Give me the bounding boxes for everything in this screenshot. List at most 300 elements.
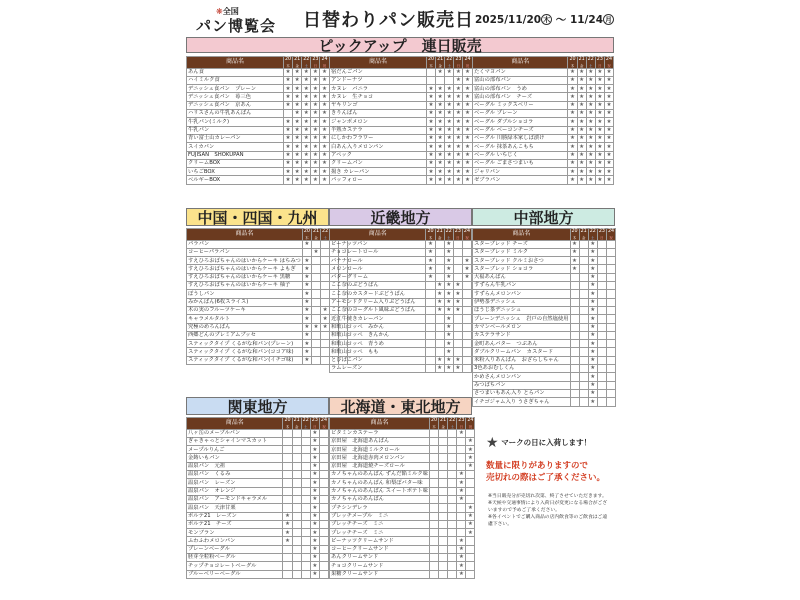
availability-star — [319, 520, 328, 528]
table-row — [330, 512, 475, 520]
availability-star — [311, 265, 320, 273]
availability-star — [292, 437, 301, 445]
availability-star: ★ — [588, 381, 597, 389]
availability-star: ★ — [302, 176, 311, 184]
table-row — [473, 356, 616, 364]
product-name: ジャリパン — [473, 168, 568, 176]
availability-star — [448, 512, 457, 520]
availability-star: ★ — [463, 143, 472, 151]
product-name: 米粉入りあんぱん おざらしちゃん — [473, 356, 571, 364]
availability-star — [457, 462, 466, 470]
availability-star — [462, 306, 471, 314]
availability-star — [319, 537, 328, 545]
table-row — [473, 68, 614, 76]
table-row — [330, 348, 472, 356]
product-name: ラムレーズン — [330, 365, 426, 373]
column-header-name: 商品名 — [473, 57, 568, 69]
table-row — [187, 248, 348, 256]
availability-star — [429, 479, 438, 487]
availability-star — [597, 265, 606, 273]
availability-star — [579, 248, 588, 256]
product-name: ブルーベリーベーグル — [187, 570, 283, 578]
table-row — [187, 512, 329, 520]
product-name: デニッシュ食パン 京あん — [187, 101, 284, 109]
availability-star — [311, 331, 320, 339]
availability-star: ★ — [302, 323, 311, 331]
availability-star — [311, 257, 320, 265]
table-row — [330, 265, 472, 273]
column-header-day: 20 木 — [430, 418, 438, 429]
availability-star: ★ — [283, 529, 292, 537]
availability-star: ★ — [311, 93, 320, 101]
availability-star: ★ — [577, 168, 586, 176]
section-title: 北海道・東北地方 — [329, 397, 472, 415]
product-name: スイカパン — [187, 143, 284, 151]
availability-star — [319, 562, 328, 570]
table-row — [187, 168, 330, 176]
availability-star: ★ — [466, 504, 475, 512]
column-header-day: 24 祝 — [320, 418, 327, 429]
availability-star — [579, 340, 588, 348]
availability-star: ★ — [570, 240, 579, 248]
availability-star — [453, 340, 462, 348]
product-name: アーモンドクリーム入りぶどうぱん — [330, 298, 426, 306]
column-header-day: 22 土 — [589, 229, 596, 240]
availability-star — [462, 340, 471, 348]
product-name: 温泉パン 天津甘栗 — [187, 504, 283, 512]
availability-star: ★ — [302, 85, 311, 93]
availability-star — [319, 454, 328, 462]
availability-star: ★ — [444, 365, 453, 373]
availability-star: ★ — [435, 298, 444, 306]
availability-star: ★ — [435, 290, 444, 298]
availability-star — [579, 315, 588, 323]
availability-star — [311, 340, 320, 348]
availability-star: ★ — [595, 126, 604, 134]
availability-star: ★ — [604, 126, 613, 134]
availability-star — [462, 315, 471, 323]
availability-star — [429, 429, 438, 437]
table-row — [187, 273, 348, 281]
availability-star: ★ — [604, 110, 613, 118]
product-name: 温泉パン アーモンドキャラメル — [187, 495, 283, 503]
table-row — [187, 570, 329, 578]
product-name: ベーグル いちじく — [473, 151, 568, 159]
availability-star: ★ — [284, 143, 293, 151]
table-row — [187, 76, 330, 84]
availability-star: ★ — [284, 101, 293, 109]
availability-star — [319, 529, 328, 537]
product-name: 和歌山コッペ 青うめ — [330, 340, 426, 348]
table-row — [330, 290, 472, 298]
table-row — [187, 68, 330, 76]
table-row — [330, 159, 473, 167]
availability-star: ★ — [311, 118, 320, 126]
table-row — [473, 85, 614, 93]
availability-star: ★ — [445, 68, 454, 76]
availability-star — [448, 454, 457, 462]
availability-star: ★ — [444, 331, 453, 339]
availability-star — [570, 331, 579, 339]
availability-star — [453, 257, 462, 265]
product-name: バナナロール — [330, 257, 426, 265]
availability-star — [319, 437, 328, 445]
availability-star: ★ — [457, 570, 466, 578]
availability-star — [448, 520, 457, 528]
availability-star — [301, 512, 310, 520]
table-row — [330, 273, 472, 281]
availability-star: ★ — [436, 159, 445, 167]
availability-star: ★ — [310, 446, 319, 454]
availability-star — [453, 315, 462, 323]
availability-star — [429, 487, 438, 495]
availability-star — [597, 323, 606, 331]
availability-star: ★ — [454, 159, 463, 167]
availability-star: ★ — [586, 143, 595, 151]
product-name: ここ奈のカスタードぶどうぱん — [330, 290, 426, 298]
availability-star: ★ — [311, 126, 320, 134]
availability-star: ★ — [462, 257, 471, 265]
availability-star — [597, 348, 606, 356]
availability-star: ★ — [293, 93, 302, 101]
product-name: さつまいもあん入り とらパン — [473, 389, 571, 397]
availability-star — [606, 323, 615, 331]
availability-star — [579, 389, 588, 397]
availability-star: ★ — [588, 306, 597, 314]
availability-star — [301, 479, 310, 487]
availability-star — [579, 265, 588, 273]
availability-star: ★ — [320, 143, 329, 151]
table-row — [473, 365, 616, 373]
product-name: チップチョコレートベーグル — [187, 562, 283, 570]
availability-star — [570, 398, 579, 406]
availability-star: ★ — [604, 93, 613, 101]
availability-star: ★ — [577, 159, 586, 167]
column-header-day: 24 祝 — [467, 418, 474, 429]
product-name: ポルテ21 チーズ — [187, 520, 283, 528]
availability-star — [597, 248, 606, 256]
availability-star: ★ — [463, 159, 472, 167]
section-hokkaido-tohoku — [329, 397, 472, 597]
product-name: あん食 — [187, 68, 284, 76]
availability-star — [311, 290, 320, 298]
product-name: 半熟カステラ — [330, 126, 427, 134]
availability-star: ★ — [302, 93, 311, 101]
availability-star — [579, 240, 588, 248]
table-row — [473, 315, 616, 323]
availability-star: ★ — [586, 76, 595, 84]
product-name: メープルりんご — [187, 446, 283, 454]
product-name: ゼブラパン — [473, 176, 568, 184]
availability-star: ★ — [320, 85, 329, 93]
availability-star: ★ — [302, 315, 311, 323]
product-name: スターブレッド ショコラ — [473, 265, 571, 273]
availability-star — [570, 290, 579, 298]
product-name: ベーグル 抹茶あんこもち — [473, 143, 568, 151]
section-chugoku-shikoku-kyushu — [186, 208, 329, 384]
availability-star — [439, 520, 448, 528]
product-name: スターブレッド チーズ — [473, 240, 571, 248]
product-name: スティックタイプ くるがな和パン(イチゴ味) — [187, 356, 303, 364]
table-row — [330, 143, 473, 151]
column-header-name: 商品名 — [187, 418, 283, 430]
availability-star: ★ — [588, 315, 597, 323]
table-row — [330, 554, 475, 562]
availability-star — [606, 273, 615, 281]
availability-star — [283, 554, 292, 562]
product-table — [329, 417, 475, 579]
availability-star: ★ — [444, 306, 453, 314]
availability-star: ★ — [284, 168, 293, 176]
table-row — [187, 315, 348, 323]
availability-star: ★ — [568, 85, 577, 93]
product-table — [329, 56, 473, 185]
availability-star — [319, 512, 328, 520]
availability-star — [606, 240, 615, 248]
table-row — [187, 348, 348, 356]
availability-star: ★ — [568, 93, 577, 101]
table-row — [330, 298, 472, 306]
availability-star: ★ — [293, 126, 302, 134]
availability-star — [453, 323, 462, 331]
table-row — [187, 134, 330, 142]
availability-star: ★ — [604, 85, 613, 93]
availability-star: ★ — [284, 68, 293, 76]
table-row — [187, 479, 329, 487]
availability-star — [283, 446, 292, 454]
date-range: 2025/11/20 木 〜 11/24 月 — [475, 14, 612, 26]
availability-star: ★ — [427, 118, 436, 126]
availability-star: ★ — [311, 134, 320, 142]
availability-star: ★ — [436, 110, 445, 118]
availability-star — [292, 554, 301, 562]
availability-star: ★ — [604, 176, 613, 184]
product-name: チョコレートロール — [330, 248, 426, 256]
availability-star: ★ — [311, 85, 320, 93]
availability-star — [429, 495, 438, 503]
product-name: 京田屋 北海道ミルクロール — [330, 446, 430, 454]
availability-star — [429, 471, 438, 479]
availability-star: ★ — [586, 134, 595, 142]
table-row — [187, 554, 329, 562]
availability-star: ★ — [466, 520, 475, 528]
availability-star — [426, 356, 435, 364]
availability-star — [453, 265, 462, 273]
availability-star: ★ — [320, 68, 329, 76]
availability-star: ★ — [588, 273, 597, 281]
availability-star — [606, 290, 615, 298]
availability-star: ★ — [457, 537, 466, 545]
availability-star — [311, 306, 320, 314]
availability-star: ★ — [310, 487, 319, 495]
availability-star — [606, 282, 615, 290]
availability-star: ★ — [463, 118, 472, 126]
availability-star: ★ — [310, 454, 319, 462]
availability-star — [292, 454, 301, 462]
availability-star: ★ — [604, 159, 613, 167]
availability-star — [292, 429, 301, 437]
availability-star — [301, 504, 310, 512]
availability-star: ★ — [435, 282, 444, 290]
product-name: 和歌山コッペ みかん — [330, 323, 426, 331]
availability-star — [579, 290, 588, 298]
availability-star — [292, 545, 301, 553]
availability-star: ★ — [568, 118, 577, 126]
availability-star — [597, 340, 606, 348]
table-row — [187, 93, 330, 101]
availability-star: ★ — [595, 85, 604, 93]
product-name: ベーグル 川勝緑本家しば漬け — [473, 134, 568, 142]
table-row — [473, 282, 616, 290]
availability-star — [301, 562, 310, 570]
availability-star: ★ — [604, 118, 613, 126]
notes — [488, 493, 608, 528]
availability-star: ★ — [302, 257, 311, 265]
table-row — [187, 454, 329, 462]
availability-star: ★ — [588, 323, 597, 331]
product-name: ハリスさんの牛乳あんぱん — [187, 110, 284, 118]
availability-star: ★ — [586, 176, 595, 184]
column-header-day: 20 木 — [285, 57, 292, 68]
availability-star: ★ — [454, 168, 463, 176]
availability-star — [457, 504, 466, 512]
availability-star — [457, 446, 466, 454]
table-row — [330, 504, 475, 512]
table-row — [187, 562, 329, 570]
availability-star: ★ — [445, 134, 454, 142]
availability-star — [311, 356, 320, 364]
product-table — [472, 228, 616, 407]
availability-star — [579, 331, 588, 339]
availability-star: ★ — [427, 176, 436, 184]
availability-star — [283, 479, 292, 487]
availability-star — [570, 356, 579, 364]
table-row — [330, 240, 472, 248]
availability-star: ★ — [311, 101, 320, 109]
availability-star — [311, 348, 320, 356]
table-row — [473, 373, 616, 381]
product-name: 富山の部布パン チーズ — [473, 93, 568, 101]
availability-star — [466, 537, 475, 545]
product-name: カマンベールメロン — [473, 323, 571, 331]
availability-star — [439, 429, 448, 437]
availability-star — [301, 554, 310, 562]
availability-star — [453, 248, 462, 256]
table-row — [473, 273, 616, 281]
availability-star: ★ — [293, 159, 302, 167]
product-name: ジャンボメロン — [330, 118, 427, 126]
product-name: ポルテ21 レーズン — [187, 512, 283, 520]
table-row — [330, 151, 473, 159]
section-pickup — [186, 37, 614, 199]
availability-star — [301, 529, 310, 537]
availability-star: ★ — [302, 265, 311, 273]
table-row — [330, 454, 475, 462]
availability-star: ★ — [427, 93, 436, 101]
availability-star — [570, 306, 579, 314]
availability-star — [292, 462, 301, 470]
availability-star: ★ — [444, 282, 453, 290]
product-name: 牛乳パン — [187, 126, 284, 134]
availability-star: ★ — [577, 118, 586, 126]
availability-star — [579, 356, 588, 364]
table-row — [187, 340, 348, 348]
table-row — [330, 520, 475, 528]
availability-star: ★ — [284, 76, 293, 84]
availability-star — [448, 570, 457, 578]
availability-star: ★ — [310, 512, 319, 520]
product-name: 青い富士山カレーパン — [187, 134, 284, 142]
table-row — [187, 437, 329, 445]
availability-star: ★ — [457, 429, 466, 437]
availability-star: ★ — [436, 118, 445, 126]
availability-star: ★ — [310, 570, 319, 578]
availability-star: ★ — [310, 520, 319, 528]
availability-star: ★ — [311, 168, 320, 176]
product-name: あんクリームサンド — [330, 554, 430, 562]
table-row — [473, 265, 616, 273]
availability-star: ★ — [321, 323, 330, 331]
availability-star: ★ — [320, 159, 329, 167]
product-name: 和歌山コッペ きんかん — [330, 331, 426, 339]
availability-star — [606, 348, 615, 356]
availability-star: ★ — [310, 562, 319, 570]
product-name: アペック — [330, 151, 427, 159]
availability-star — [426, 323, 435, 331]
product-name: ピーナッツパン — [330, 240, 426, 248]
availability-star: ★ — [577, 151, 586, 159]
availability-star: ★ — [463, 134, 472, 142]
availability-star: ★ — [588, 257, 597, 265]
availability-star — [301, 471, 310, 479]
table-row — [473, 290, 616, 298]
availability-star — [292, 520, 301, 528]
availability-star — [448, 437, 457, 445]
table-row — [187, 356, 348, 364]
availability-star — [606, 257, 615, 265]
availability-star: ★ — [302, 240, 311, 248]
availability-star: ★ — [463, 110, 472, 118]
column-header-day: 22 土 — [303, 57, 310, 68]
availability-star: ★ — [568, 101, 577, 109]
availability-star: ★ — [311, 151, 320, 159]
availability-star: ★ — [595, 176, 604, 184]
availability-star — [579, 381, 588, 389]
availability-star — [439, 446, 448, 454]
availability-star: ★ — [320, 76, 329, 84]
availability-star: ★ — [311, 110, 320, 118]
product-name: FUJISAN SHOKUPAN — [187, 151, 284, 159]
table-row — [330, 101, 473, 109]
availability-star: ★ — [577, 143, 586, 151]
availability-star: ★ — [604, 168, 613, 176]
availability-star: ★ — [436, 126, 445, 134]
availability-star — [426, 340, 435, 348]
table-row — [330, 76, 473, 84]
availability-star: ★ — [302, 143, 311, 151]
availability-star — [301, 429, 310, 437]
column-header-name: 商品名 — [187, 229, 303, 241]
availability-star: ★ — [466, 529, 475, 537]
availability-star: ★ — [588, 356, 597, 364]
availability-star: ★ — [284, 93, 293, 101]
availability-star: ★ — [586, 110, 595, 118]
product-name: 西郷どんのプレミアムブッセ — [187, 331, 303, 339]
availability-star — [453, 273, 462, 281]
availability-star: ★ — [568, 168, 577, 176]
availability-star — [453, 331, 462, 339]
availability-star — [570, 282, 579, 290]
